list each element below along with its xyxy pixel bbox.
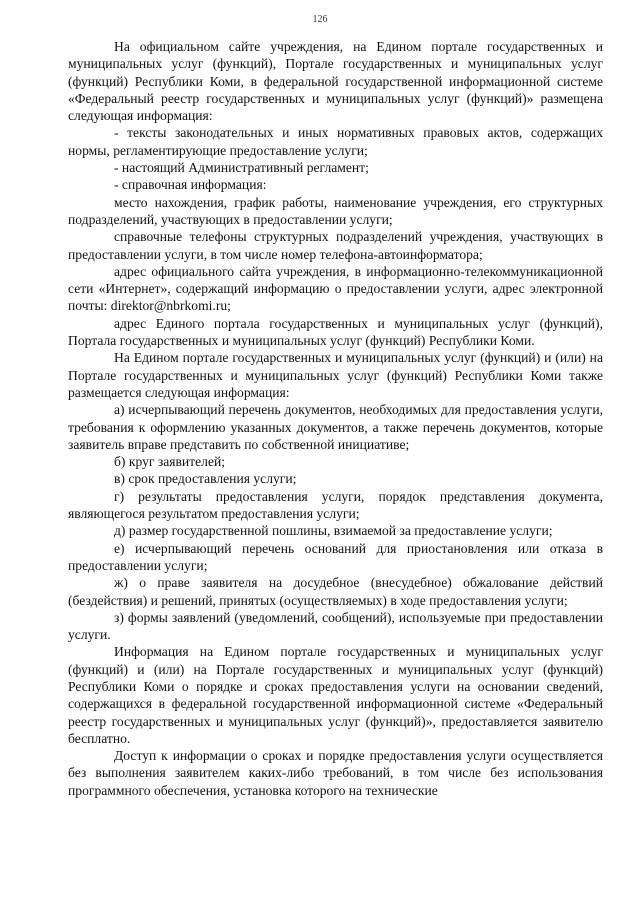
paragraph-portal-address: адрес Единого портала государственных и муниципальных услуг (функций), Портала государственных и муниципальных услуг (функций) Республики Коми. xyxy=(68,315,603,349)
list-item-regulation: - настоящий Административный регламент; xyxy=(114,160,369,176)
list-item-e: е) исчерпывающий перечень оснований для приостановления или отказа в предоставлении услуги; xyxy=(68,540,603,573)
paragraph-website: адрес официального сайта учреждения, в информационно-телекоммуникационной сети «Интернет», содержащий информацию о предоставлении услуги, адрес электронной почты: direktor@nbrkomi.ru; xyxy=(68,263,603,314)
document-body xyxy=(68,38,603,799)
list-item-v: в) срок предоставления услуги; xyxy=(114,471,297,487)
page-number: 126 xyxy=(312,14,328,25)
list-item-reference-info: - справочная информация: xyxy=(114,177,267,193)
paragraph-phones: справочные телефоны структурных подразделений учреждения, участвующих в предоставлении услуги, в том числе номер телефона-автоинформатора; xyxy=(68,229,603,262)
paragraph-location: место нахождения, график работы, наименование учреждения, его структурных подразделений, участвующих в предоставлении услуги; xyxy=(68,194,603,227)
paragraph-access: Доступ к информации о сроках и порядке предоставления услуги осуществляется без выполнения заявителем каких-либо требований, в том числе без использования программного обеспечения, установка которого на технические xyxy=(68,748,603,798)
list-item-z: з) формы заявлений (уведомлений, сообщений), используемые при предоставлении услуги. xyxy=(68,609,603,643)
list-item-legal-acts: - тексты законодательных и иных нормативных правовых актов, содержащих нормы, регламентирующие предоставление услуги; xyxy=(68,125,603,158)
list-item-a: а) исчерпывающий перечень документов, необходимых для предоставления услуги, требования к оформлению указанных документов, а также перечень документов, которые заявитель вправе представить по собственной инициативе; xyxy=(68,402,603,452)
paragraph-portal-info: На Едином портале государственных и муниципальных услуг (функций) и (или) на Портале государственных и муниципальных услуг (функций) Республики Коми также размещается следующая информация: xyxy=(68,350,603,400)
list-item-zh: ж) о праве заявителя на досудебное (внесудебное) обжалование действий (бездействия) и решений, принятых (осуществляемых) в ходе предоставления услуги; xyxy=(68,575,603,608)
list-item-b: б) круг заявителей; xyxy=(114,454,226,470)
list-item-d: д) размер государственной пошлины, взимаемой за предоставление услуги; xyxy=(114,523,553,539)
paragraph-free-info: Информация на Едином портале государственных и муниципальных услуг (функций) и (или) на Портале государственных и муниципальных услуг (функций) Республики Коми о порядке и сроках предоставления услуги на основании сведений, содержащихся в федеральной государственной информационной системе «Федеральный реестр государственных и муниципальных услуг (функций)», предоставляется заявителю бесплатно. xyxy=(68,644,603,746)
list-item-g: г) результаты предоставления услуги, порядок представления документа, являющегося результатом предоставления услуги; xyxy=(68,488,603,522)
paragraph-intro: На официальном сайте учреждения, на Едином портале государственных и муниципальных услуг (функций), Портале государственных и муниципальных услуг (функций) Республики Коми, в федеральной государственной информационной системе «Федеральный реестр государственных и муниципальных услуг (функций)» размещена следующая информация: xyxy=(68,39,603,124)
